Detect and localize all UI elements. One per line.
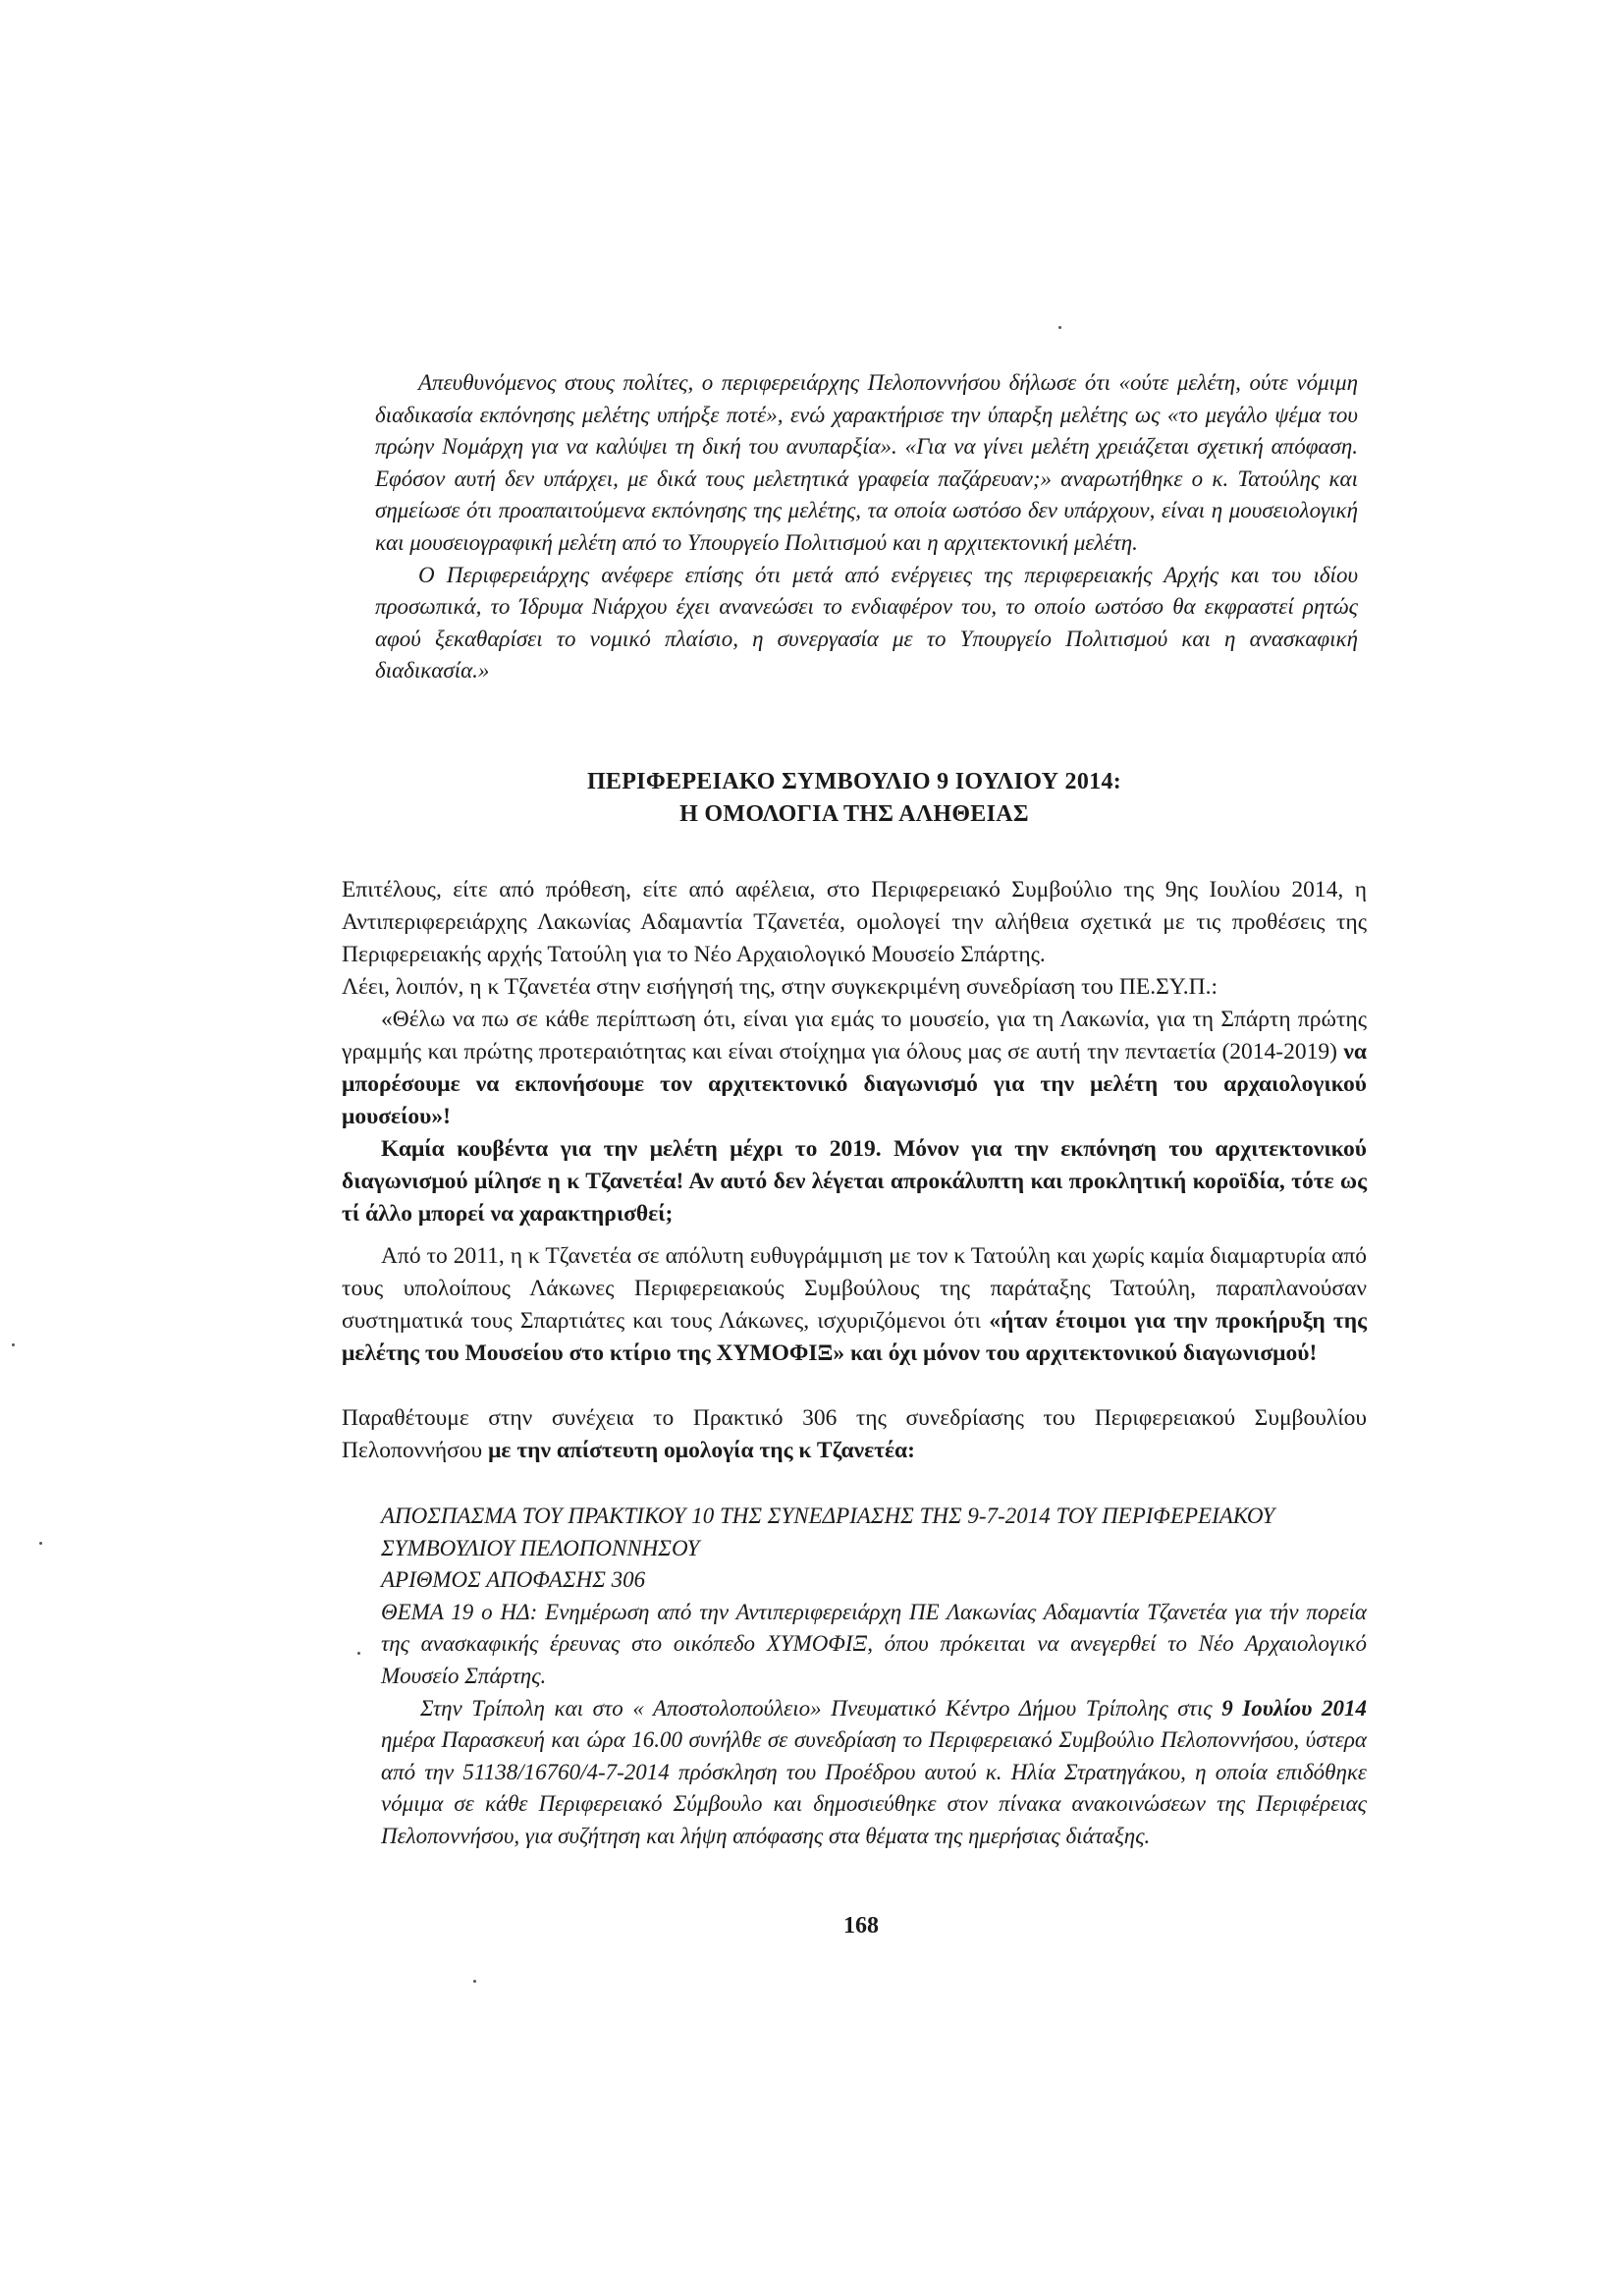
- article-body: [342, 874, 1367, 1467]
- scan-speck: [357, 1652, 360, 1655]
- scan-speck: [1058, 326, 1061, 329]
- emphasis-text: Καμία κουβέντα για την μελέτη μέχρι το 2019. Μόνον για την εκπόνηση του αρχιτεκτονικού διαγωνισμού μίλησε η κ Τζανετέα! Αν αυτό δεν λέγεται απροκάλυπτη και προκλητική κοροϊδία, τότε ως τί άλλο μπορεί να χαρακτηρισθεί;: [342, 1136, 1367, 1227]
- emphasis-paragraph: [342, 1133, 1367, 1230]
- extract-date: 9 Ιουλίου 2014: [1221, 1695, 1367, 1721]
- quote-text: «Θέλω να πω σε κάθε περίπτωση ότι, είναι για εμάς το μουσείο, για τη Λακωνία, για τη Σπάρτη πρώτης γραμμής και πρώτης προτεραιότητας και είναι στοίχημα για όλους μας σε αυτή την πενταετία (2014-2019): [342, 1007, 1367, 1065]
- paragraph: Επιτέλους, είτε από πρόθεση, είτε από αφέλεια, στο Περιφερειακό Συμβούλιο της 9ης Ιουλίου 2014, η Αντιπεριφερειάρχης Λακωνίας Αδαμαντία Τζανετέα, ομολογεί την αλήθεια σχετικά με τις προθέσεις της Περιφερειακής αρχής Τατούλη για το Νέο Αρχαιολογικό Μουσείο Σπάρτης.: [342, 877, 1367, 967]
- paragraph-emphasis: «ήταν έτοιμοι για την προκήρυξη της μελέτης του Μουσείου στο κτίριο της ΧΥΜΟΦΙΞ» και όχι μόνον του αρχιτεκτονικού διαγωνισμού!: [342, 1308, 1367, 1366]
- extract-text: Στην Τρίπολη και στο « Αποστολοπούλειο» Πνευματικό Κέντρο Δήμου Τρίπολης στις: [420, 1695, 1222, 1721]
- scan-speck: [473, 1980, 476, 1983]
- paragraph: [342, 1240, 1367, 1370]
- decision-number: ΑΡΙΘΜΟΣ ΑΠΟΦΑΣΗΣ 306: [381, 1567, 646, 1593]
- page-number: 168: [843, 1913, 879, 1939]
- heading-line: Η ΟΜΟΛΟΓΙΑ ΤΗΣ ΑΛΗΘΕΙΑΣ: [679, 801, 1029, 827]
- extract-title: ΑΠΟΣΠΑΣΜΑ ΤΟΥ ΠΡΑΚΤΙΚΟΥ 10 ΤΗΣ ΣΥΝΕΔΡΙΑΣΗΣ ΤΗΣ 9-7-2014 ΤΟΥ ΠΕΡΙΦΕΡΕΙΑΚΟΥ: [381, 1503, 1275, 1528]
- section-heading: [342, 766, 1367, 831]
- paragraph-text: Από το 2011, η κ Τζανετέα σε απόλυτη ευθυγράμμιση με τον κ Τατούλη και χωρίς καμία διαμαρτυρία από τους υπολοίπους Λάκωνες Περιφερειακούς Συμβούλους της παράταξης Τατούλη, παραπλανούσαν συστηματικά τους Σπαρτιάτες και τους Λάκωνες, ισχυριζόμενοι ότι: [342, 1243, 1367, 1334]
- paragraph-text: Παραθέτουμε στην συνέχεια το Πρακτικό 306 της συνεδρίασης του Περιφερειακού Συμβουλίου Πελοποννήσου: [342, 1405, 1367, 1463]
- quote-paragraph: [342, 1004, 1367, 1133]
- heading-line: ΠΕΡΙΦΕΡΕΙΑΚΟ ΣΥΜΒΟΥΛΙΟ 9 ΙΟΥΛΙΟΥ 2014:: [586, 769, 1122, 794]
- paragraph: [342, 1402, 1367, 1467]
- article-intro: [375, 367, 1358, 687]
- paragraph: Ο Περιφερειάρχης ανέφερε επίσης ότι μετά από ενέργειες της περιφερειακής Αρχής και του ιδίου προσωπικά, το Ίδρυμα Νιάρχου έχει ανανεώσει το ενδιαφέρον του, το οποίο ωστόσο θα εκφραστεί ρητώς αφού ξεκαθαρίσει το νομικό πλαίσιο, η συνεργασία με το Υπουργείο Πολιτισμού και η ανασκαφική διαδικασία.»: [375, 562, 1358, 683]
- extract-body: [381, 1693, 1367, 1853]
- scan-speck: [12, 1343, 15, 1346]
- minutes-extract: [381, 1501, 1367, 1853]
- extract-title: ΣΥΜΒΟΥΛΙΟΥ ΠΕΛΟΠΟΝΝΗΣΟΥ: [381, 1535, 700, 1560]
- paragraph: Λέει, λοιπόν, η κ Τζανετέα στην εισήγησή της, στην συγκεκριμένη συνεδρίαση του ΠΕ.ΣΥ.Π.:: [342, 974, 1218, 1000]
- scan-speck: [39, 1542, 42, 1545]
- paragraph-emphasis: με την απίστευτη ομολογία της κ Τζανετέα:: [488, 1438, 915, 1463]
- paragraph: Απευθυνόμενος στους πολίτες, ο περιφερειάρχης Πελοποννήσου δήλωσε ότι «ούτε μελέτη, ούτε νόμιμη διαδικασία εκπόνησης μελέτης υπήρξε ποτέ», ενώ χαρακτήρισε την ύπαρξη μελέτης ως «το μεγάλο ψέμα του πρώην Νομάρχη για να καλύψει τη δική του ανυπαρξία». «Για να γίνει μελέτη χρειάζεται σχετική απόφαση. Εφόσον αυτή δεν υπάρχει, με δικά τους μελετητικά γραφεία παζάρευαν;» αναρωτήθηκε ο κ. Τατούλης και σημείωσε ότι προαπαιτούμενα εκπόνησης της μελέτης, τα οποία ωστόσο δεν υπάρχουν, είναι η μουσειολογική και μουσειογραφική μελέτη από το Υπουργείο Πολιτισμού και η αρχιτεκτονική μελέτη.: [375, 370, 1358, 555]
- extract-text: ημέρα Παρασκευή και ώρα 16.00 συνήλθε σε συνεδρίαση το Περιφερειακό Συμβούλιο Πελοποννήσου, ύστερα από την 51138/16760/4-7-2014 πρόσκληση του Προέδρου αυτού κ. Ηλία Στρατηγάκου, η οποία επιδόθηκε νόμιμα σε κάθε Περιφερειακό Σύμβουλο και δημοσιεύθηκε στον πίνακα ανακοινώσεων της Περιφέρειας Πελοποννήσου, για συζήτηση και λήψη απόφασης στα θέματα της ημερήσιας διάταξης.: [381, 1727, 1367, 1848]
- extract-topic: ΘΕΜΑ 19 ο ΗΔ: Ενημέρωση από την Αντιπεριφερειάρχη ΠΕ Λακωνίας Αδαμαντία Τζανετέα για τήν πορεία της ανασκαφικής έρευνας στο οικόπεδο ΧΥΜΟΦΙΞ, όπου πρόκειται να ανεγερθεί το Νέο Αρχαιολογικό Μουσείο Σπάρτης.: [381, 1599, 1367, 1688]
- quote-emphasis: να μπορέσουμε να εκπονήσουμε τον αρχιτεκτονικό διαγωνισμό για την μελέτη του αρχαιολογικού μουσείου»!: [342, 1039, 1367, 1129]
